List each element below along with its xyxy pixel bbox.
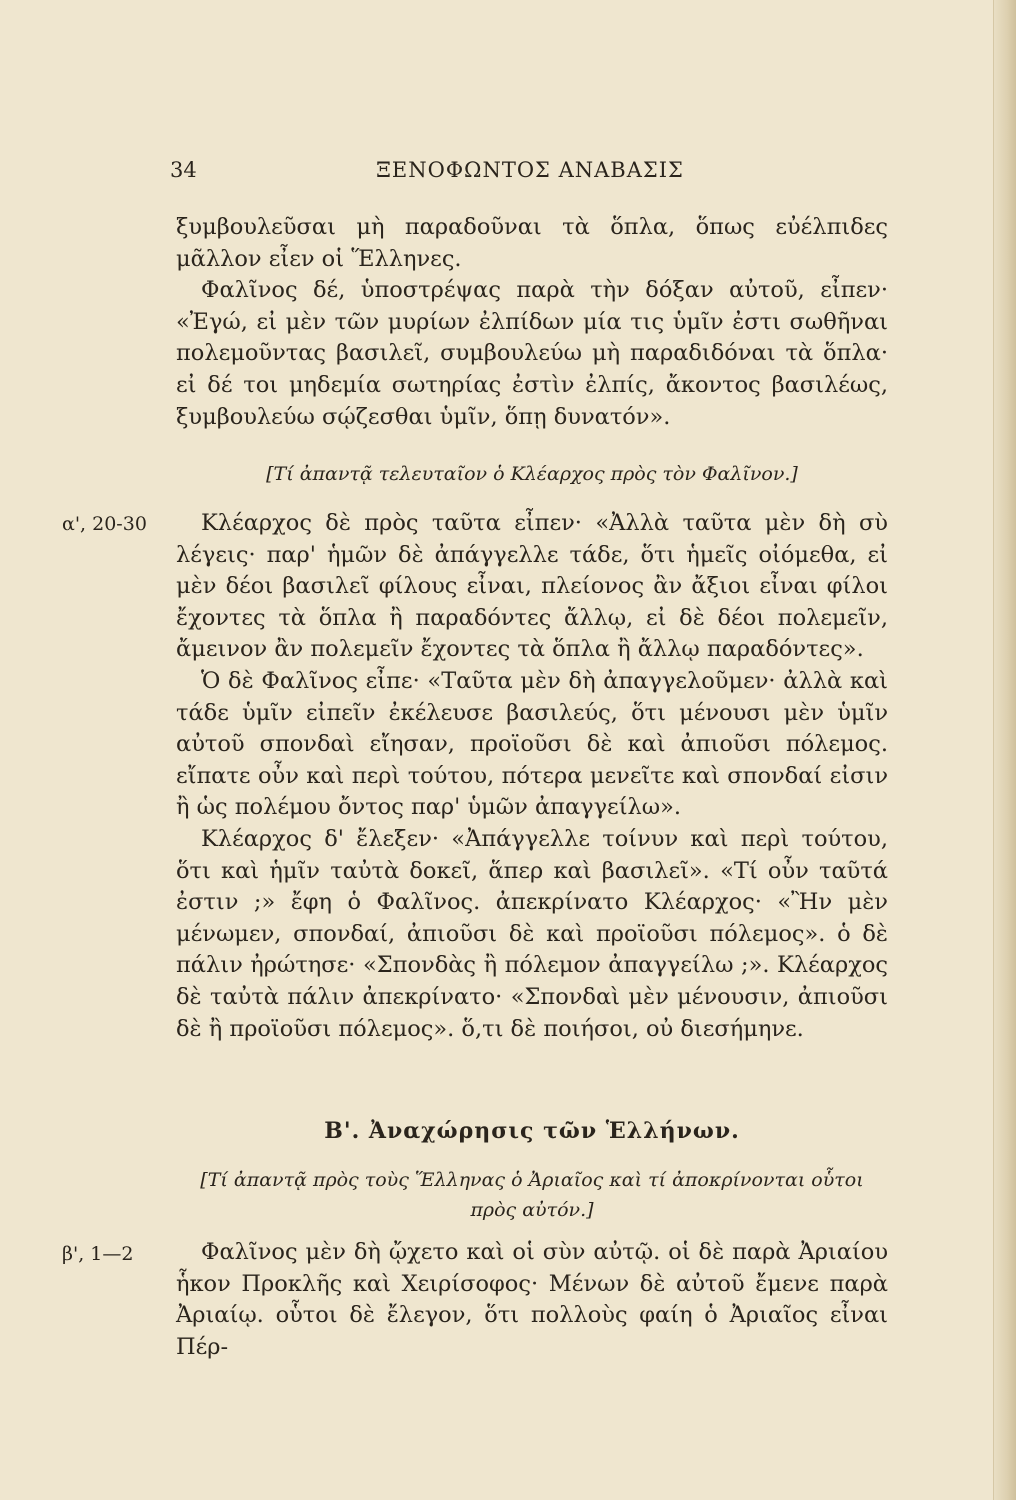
text-block-dialogue bbox=[176, 508, 888, 1045]
section-title: Β'. Ἀναχώρησις τῶν Ἑλλήνων. bbox=[324, 1118, 740, 1144]
paragraph: Κλέαρχος δὲ πρὸς ταῦτα εἶπεν· «Ἀλλὰ ταῦτα μὲν δὴ σὺ λέγεις· παρ' ἡμῶν δὲ ἀπάγγελλε τάδε, ὅτι ἡμεῖς οἰόμεθα, εἰ μὲν δέοι βασιλεῖ φίλους εἶναι, πλείονος ἂν ἄξιοι εἶναι φίλοι ἔχοντες τὰ ὅπλα ἢ παραδόντες ἄλλῳ, εἰ δὲ δέοι πολεμεῖν, ἄμεινον ἂν πολεμεῖν ἔχοντες τὰ ὅπλα ἢ ἄλλῳ παραδόντες». bbox=[176, 510, 888, 663]
running-head bbox=[170, 158, 890, 188]
text-block-opening bbox=[176, 212, 888, 433]
margin-reference: α', 20-30 bbox=[62, 513, 147, 535]
margin-reference: β', 1—2 bbox=[62, 1243, 134, 1265]
text-block-closing bbox=[176, 1237, 888, 1363]
summary-note-klearchos: [Τί ἀπαντᾷ τελευταῖον ὁ Κλέαρχος πρὸς τὸν Φαλῖνον.] bbox=[266, 463, 798, 485]
paragraph: Φαλῖνος μὲν δὴ ᾤχετο καὶ οἱ σὺν αὐτῷ. οἱ δὲ παρὰ Ἀριαίου ἧκον Προκλῆς καὶ Χειρίσοφος· Μένων δὲ αὐτοῦ ἔμενε παρὰ Ἀριαίῳ. οὗτοι δὲ ἔλεγον, ὅτι πολλοὺς φαίη ὁ Ἀριαῖος εἶναι Πέρ- bbox=[176, 1239, 888, 1360]
running-title: ΞΕΝΟΦΩΝΤΟΣ ΑΝΑΒΑΣΙΣ bbox=[376, 158, 684, 182]
summary-note-ariaios: [Τί ἀπαντᾷ πρὸς τοὺς Ἕλληνας ὁ Ἀριαῖος καὶ τί ἀποκρίνονται οὗτοι πρὸς αὐτόν.] bbox=[200, 1169, 864, 1221]
paragraph: Κλέαρχος δ' ἔλεξεν· «Ἀπάγγελλε τοίνυν καὶ περὶ τούτου, ὅτι καὶ ἡμῖν ταὐτὰ δοκεῖ, ἅπερ καὶ βασιλεῖ». «Τί οὖν ταῦτά ἐστιν ;» ἔφη ὁ Φαλῖνος. ἀπεκρίνατο Κλέαρχος· «Ἢν μὲν μένωμεν, σπονδαί, ἀπιοῦσι δὲ καὶ προϊοῦσι πόλεμος». ὁ δὲ πάλιν ἠρώτησε· «Σπονδὰς ἢ πόλεμον ἀπαγγείλω ;». Κλέαρχος δὲ ταὐτὰ πάλιν ἀπεκρίνατο· «Σπονδαὶ μὲν μένουσιν, ἀπιοῦσι δὲ ἢ προϊοῦσι πόλεμος». ὅ,τι δὲ ποιήσοι, οὐ διεσήμηνε. bbox=[176, 825, 888, 1042]
paragraph: Ὁ δὲ Φαλῖνος εἶπε· «Ταῦτα μὲν δὴ ἀπαγγελοῦμεν· ἀλλὰ καὶ τάδε ὑμῖν εἰπεῖν ἐκέλευσε βασιλεύς, ὅτι μένουσι μὲν ὑμῖν αὐτοῦ σπονδαὶ εἴησαν, προϊοῦσι δὲ καὶ ἀπιοῦσι πόλεμος. εἴπατε οὖν καὶ περὶ τούτου, πότερα μενεῖτε καὶ σπονδαί εἰσιν ἢ ὡς πολέμου ὄντος παρ' ὑμῶν ἀπαγγείλω». bbox=[176, 667, 888, 821]
page-edge bbox=[994, 0, 1016, 1500]
paragraph: Φαλῖνος δέ, ὑποστρέψας παρὰ τὴν δόξαν αὐτοῦ, εἶπεν· «Ἐγώ, εἰ μὲν τῶν μυρίων ἐλπίδων μία τις ὑμῖν ἐστι σωθῆναι πολεμοῦντας βασιλεῖ, συμβουλεύω μὴ παραδιδόναι τὰ ὅπλα· εἰ δέ τοι μηδεμία σωτηρίας ἐστὶν ἐλπίς, ἄκοντος βασιλέως, ξυμβουλεύω σῴζεσθαι ὑμῖν, ὅπῃ δυνατόν». bbox=[176, 277, 888, 430]
page-number: 34 bbox=[170, 158, 197, 182]
paragraph: ξυμβουλεῦσαι μὴ παραδοῦναι τὰ ὅπλα, ὅπως εὐέλπιδες μᾶλλον εἶεν οἱ Ἕλληνες. bbox=[176, 214, 888, 272]
